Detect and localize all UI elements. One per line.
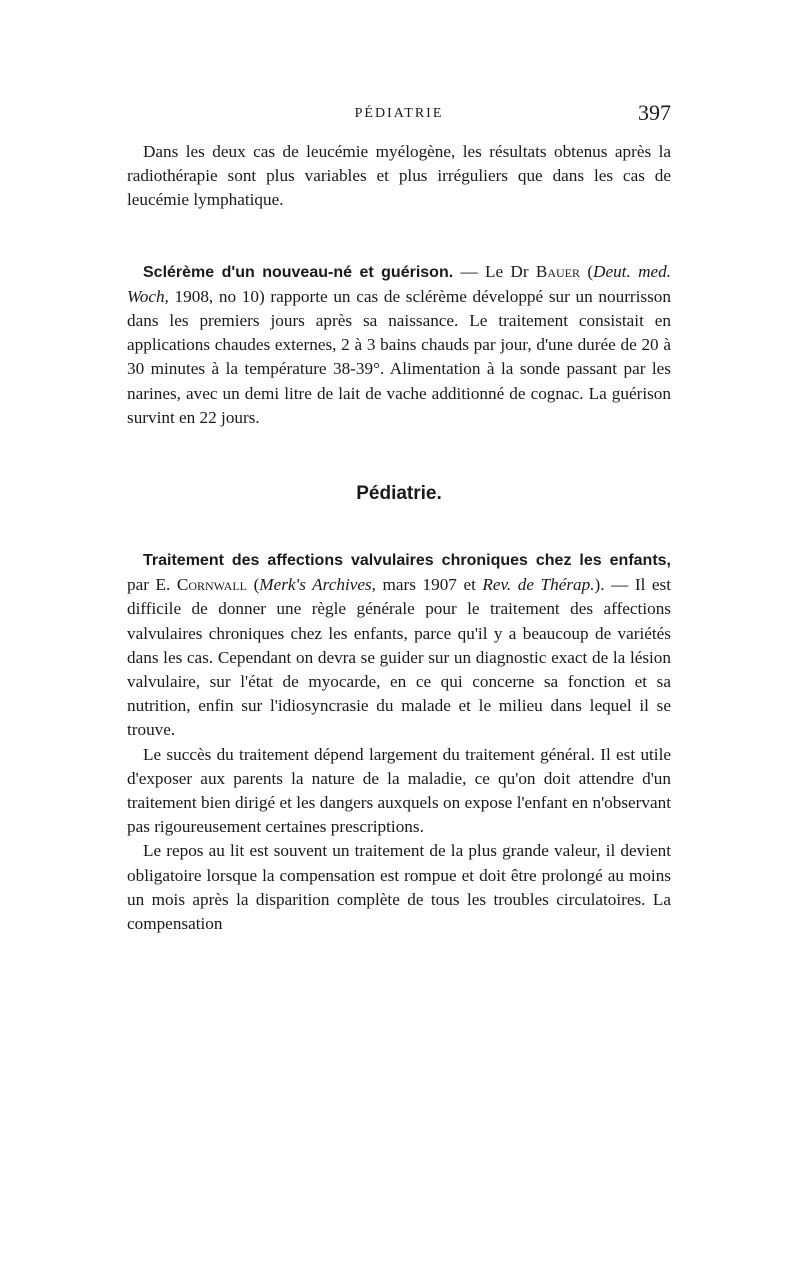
- source-journal-therap: Rev. de Thérap.: [482, 575, 595, 595]
- source-rest: 1908, no 10): [168, 286, 271, 306]
- book-page: [127, 100, 671, 936]
- section-heading-pediatrie: Pédiatrie.: [356, 483, 442, 505]
- article-sclereme: [127, 260, 671, 430]
- article-dash: — Le Dr: [453, 261, 536, 281]
- source-open: (: [580, 261, 594, 281]
- article-by: par E.: [127, 575, 177, 595]
- article-body-sclereme: rapporte un cas de sclérème développé sur un nourrisson dans les premiers jours après sa naissance. Le traitement consistait en applications chaudes externes, 2 à 3 bains chauds par jour, d'une durée de 20 à 30 minutes à la température 38-39°. Alimentation à la sonde passant par les narines, avec un demi litre de lait de vache additionné de cognac. La guérison survint en 22 jours.: [127, 286, 671, 427]
- source-mid: mars 1907 et: [375, 575, 483, 595]
- source-close: ).: [594, 575, 605, 595]
- intro-paragraph: Dans les deux cas de leucémie myélogène, les résultats obtenus après la radiothérapie sont plus variables et plus irréguliers que dans les cas de leucémie lymphatique.: [127, 142, 671, 210]
- running-title: PÉDIATRIE: [354, 106, 444, 121]
- running-header: [127, 100, 671, 140]
- paragraph-repos: Le repos au lit est souvent un traitement de la plus grande valeur, il devient obligatoire lorsque la compensation est rompue et doit être prolongé au moins un mois après la disparition complète de tous les troubles circulatoires. La compensation: [127, 841, 671, 934]
- article-title-valvulaires: Traitement des affections valvulaires chroniques chez les enfants,: [143, 552, 671, 570]
- article-author-cornwall: Cornwall: [176, 575, 247, 595]
- article-author-bauer: Bauer: [535, 261, 580, 281]
- page-number: 397: [638, 100, 671, 125]
- source-journal: Deut. med. Woch,: [127, 261, 671, 306]
- source-journal-merks: Merk's Archives,: [259, 575, 376, 595]
- source-open: (: [247, 575, 260, 595]
- paragraph-succes: Le succès du traitement dépend largement du traitement général. Il est utile d'exposer aux parents la nature de la maladie, ce qu'on doit attendre d'un traitement bien dirigé et les dangers auxquels on expose l'enfant en n'observant pas rigoureusement certaines prescriptions.: [127, 744, 671, 837]
- article-body-valvulaires: — Il est difficile de donner une règle générale pour le traitement des affections valvulaires chroniques chez les enfants, parce qu'il y a beaucoup de variétés dans les cas. Cependant on devra se guider sur un diagnostic exact de la lésion valvulaire, sur l'état de myocarde, en ce qui concerne sa fonction et sa nutrition, enfin sur l'idiosyncrasie du malade et le milieu dans lequel il se trouve.: [127, 575, 671, 740]
- article-valvulaires: [127, 548, 671, 743]
- article-title-sclereme: Sclérème d'un nouveau-né et guérison.: [143, 263, 454, 281]
